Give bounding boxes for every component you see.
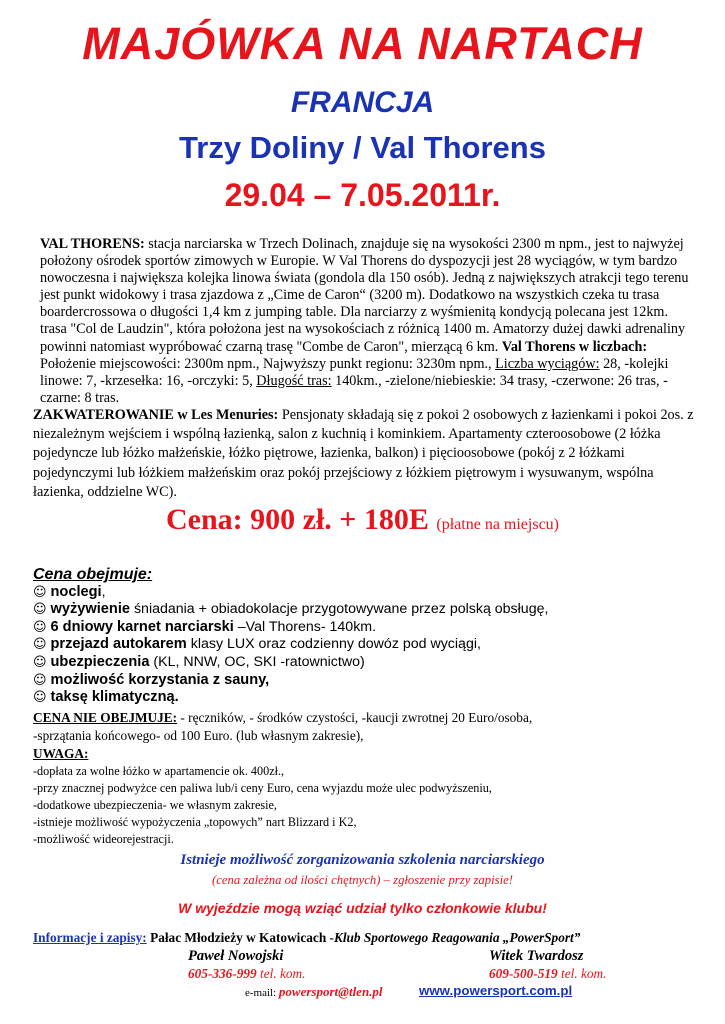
includes-heading: Cena obejmuje:	[33, 566, 153, 583]
includes-item-text: (KL, NNW, OC, SKI -ratownictwo)	[149, 653, 365, 670]
smiley-icon: ☺	[33, 654, 47, 670]
members-only-note: W wyjeździe mogą wziąć udział tylko członkowie klubu!	[178, 900, 547, 916]
country-heading: FRANCJA	[290, 86, 435, 119]
smiley-icon: ☺	[33, 637, 47, 653]
person2-name: Witek Twardosz	[489, 948, 584, 964]
smiley-icon: ☺	[33, 602, 47, 618]
stats-text: Położenie miejscowości: 2300m npm., Najwyższy punkt regionu: 3230m npm.,	[40, 355, 496, 372]
price-note: (płatne na miejscu)	[436, 516, 560, 533]
includes-item-text: –Val Thorens- 140km.	[233, 618, 377, 635]
person1-name: Paweł Nowojski	[188, 948, 284, 964]
includes-item	[33, 636, 703, 654]
smiley-icon: ☺	[33, 690, 47, 706]
stats-heading: Val Thorens w liczbach:	[501, 338, 648, 355]
email-line	[245, 984, 383, 1000]
person2-phone: 609-500-519	[489, 966, 558, 981]
includes-item-bold: taksę klimatyczną.	[50, 689, 179, 706]
smiley-icon: ☺	[33, 584, 47, 600]
includes-item-text: ,	[101, 583, 106, 600]
price-line	[0, 503, 725, 537]
person2-phone-suffix: tel. kom.	[557, 966, 607, 981]
includes-item-bold: możliwość korzystania z sauny,	[50, 671, 270, 688]
email-label: e-mail:	[245, 987, 279, 999]
smiley-icon: ☺	[33, 672, 47, 688]
notes-heading: UWAGA:	[33, 746, 89, 761]
includes-item	[33, 601, 703, 619]
includes-item-bold: przejazd autokarem	[50, 636, 187, 653]
includes-item-text: klasy LUX oraz codzienny dowóz pod wyciągi,	[186, 636, 481, 653]
person1-phone: 605-336-999	[188, 966, 257, 981]
includes-item	[33, 584, 703, 602]
description-lead: VAL THORENS:	[40, 236, 145, 252]
page-title: MAJÓWKA NA NARTACH	[82, 18, 643, 69]
includes-list	[33, 584, 703, 707]
accommodation-text: Pensjonaty składają się z pokoi 2 osobowych z łazienkami i pokoi 2os. z niezależnym wejściem i wspólną łazienką, salon z kuchnią i kominkiem. Apartamenty czteroosobowe (2 łóżka pojedyncze lub łóżko małżeńskie, łóżko piętrowe, łazienka, balkon) i pięcioosobowe (pokój z 2 łóżkami pojedynczymi lub łóżkiem małżeńskim oraz pokój przejściowy z łóżkiem piętrowym i wysuwanym, wspólna łazienka, oddzielne WC).	[33, 407, 694, 500]
date-range: 29.04 – 7.05.2011r.	[224, 177, 501, 213]
person1-phone-line	[188, 966, 305, 982]
training-note: (cena zależna od ilości chętnych) – zgłoszenie przy zapisie!	[212, 873, 513, 887]
contact-place: Pałac Młodzieży w Katowicach	[146, 930, 327, 945]
website-link[interactable]: www.powersport.com.pl	[419, 983, 573, 998]
smiley-icon: ☺	[33, 619, 47, 635]
notes-list	[33, 763, 703, 848]
excludes-section	[33, 709, 703, 848]
description-text: stacja narciarska w Trzech Dolinach, znajduje się na wysokości 2300 m npm., jest to najwyżej położony ośrodek sportów zimowych w Europie. W Val Thorens do dyspozycji jest 28 wyciągów, w tym bardzo nowoczesna i największa kolejka linowa świata (gondola dla 150 osób). Jedną z największych atrakcji tego terenu jest punkt widokowy i trasa zjazdowa z „Cime de Caron“ (3200 m). Dodatkowo na wszystkich czeka tu trasa boardercrossowa o długości 1,4 km z jumping table. Dla narciarzy z wyśmienitą kondycją polecana jest 12km. trasa "Col de Laudzin", która położona jest na wysokościach z różnicą 1400 m. Amatorzy dużej dawki adrenaliny powinni natomiast wypróbować czarną trasę "Combe de Caron", mierzącą 6 km.	[40, 236, 689, 355]
person2-phone-line	[489, 966, 606, 982]
contact-label: Informacje i zapisy:	[33, 930, 147, 945]
includes-item	[33, 672, 703, 690]
includes-item-bold: 6 dniowy karnet narciarski	[50, 618, 234, 635]
note-item: -dodatkowe ubezpieczenia- we własnym zakresie,	[33, 798, 277, 812]
note-item: -przy znacznej podwyżce cen paliwa lub/i ceny Euro, cena wyjazdu może ulec podwyższeniu,	[33, 781, 492, 795]
resort-heading: Trzy Doliny / Val Thorens	[179, 130, 546, 165]
excludes-line1: - ręczników, - środków czystości, -kaucji zwrotnej 20 Euro/osoba,	[177, 710, 533, 725]
length-text: 140km., -zielone/niebieskie: 34 trasy, -czerwone: 26 tras, -czarne: 8 tras.	[40, 372, 668, 406]
price-main: Cena: 900 zł. + 180E	[165, 503, 429, 536]
includes-item-bold: noclegi	[50, 583, 102, 600]
length-label: Długość tras:	[256, 372, 332, 389]
accommodation-section	[33, 406, 697, 502]
contact-line	[33, 930, 580, 946]
note-item: -możliwość wideorejestracji.	[33, 832, 174, 846]
excludes-heading: CENA NIE OBEJMUJE:	[33, 710, 178, 725]
includes-item-bold: ubezpieczenia	[50, 653, 150, 670]
lifts-text: 28, -kolejki linowe: 7, -krzesełka: 16, -orczyki: 5,	[40, 355, 669, 389]
accommodation-lead: ZAKWATEROWANIE w Les Menuries:	[33, 407, 279, 423]
includes-item	[33, 654, 703, 672]
includes-item	[33, 689, 703, 707]
contact-club: -Klub Sportowego Reagowania „PowerSport”	[326, 930, 581, 945]
note-item: -dopłata za wolne łóżko w apartamencie ok. 400zł.,	[33, 764, 285, 778]
excludes-line2: -sprzątania końcowego- od 100 Euro. (lub własnym zakresie),	[33, 728, 364, 743]
training-line: Istnieje możliwość zorganizowania szkolenia narciarskiego	[180, 852, 545, 868]
email-link[interactable]: powersport@tlen.pl	[278, 984, 383, 999]
includes-item-text: śniadania + obiadokolacje przygotowywane przez polską obsługę,	[130, 601, 549, 618]
note-item: -istnieje możliwość wypożyczenia „topowych” nart Blizzard i K2,	[33, 815, 357, 829]
resort-description	[40, 236, 690, 407]
includes-item-bold: wyżywienie	[50, 601, 131, 618]
lifts-label: Liczba wyciągów:	[495, 355, 600, 372]
person1-phone-suffix: tel. kom.	[256, 966, 306, 981]
includes-section	[33, 566, 703, 707]
includes-item	[33, 619, 703, 637]
